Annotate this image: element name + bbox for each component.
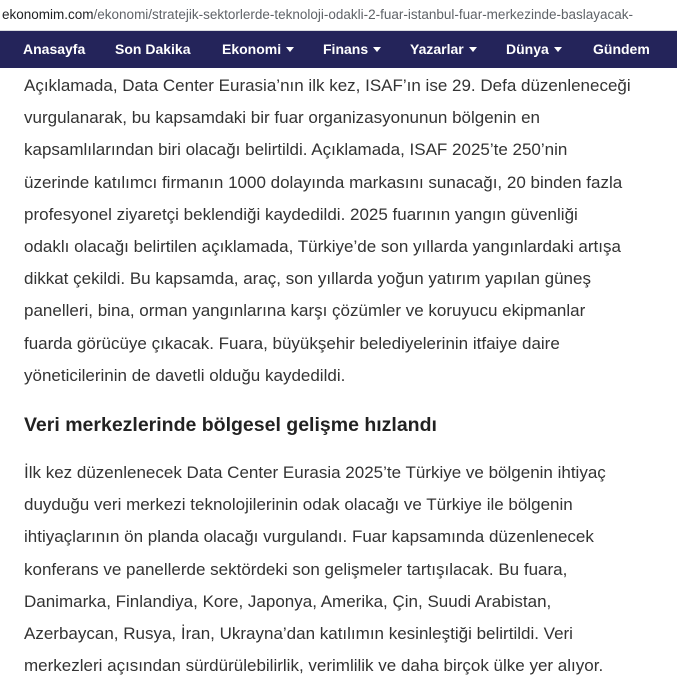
nav-item-ekonomi[interactable] bbox=[222, 31, 294, 68]
paragraph-line: Azerbaycan, Rusya, İran, Ukrayna’dan katılımın kesinleştiği belirtildi. Veri bbox=[24, 624, 573, 644]
paragraph-line: üzerinde katılımcı firmanın 1000 dolayında markasını sunacağı, 20 binden fazla bbox=[24, 172, 623, 192]
nav-item-label: Son Dakika bbox=[115, 41, 191, 57]
nav-item-son-dakika[interactable] bbox=[115, 31, 190, 68]
nav-item-gundem[interactable] bbox=[593, 31, 650, 68]
address-bar[interactable] bbox=[0, 0, 677, 31]
nav-item-label: Finans bbox=[323, 41, 369, 57]
article-body bbox=[24, 70, 677, 682]
paragraph-line: duyduğu veri merkezi teknolojilerinin odak olacağı ve Türkiye ile bölgenin bbox=[24, 495, 573, 515]
article-paragraph bbox=[24, 457, 677, 682]
paragraph-line: vurgulanarak, bu kapsamdaki bir fuar organizasyonunun bölgenin en bbox=[24, 108, 541, 128]
paragraph-line: Açıklamada, Data Center Eurasia’nın ilk kez, ISAF’ın ise 29. Defa düzenleneceği bbox=[24, 76, 631, 95]
nav-item-anasayfa[interactable] bbox=[23, 31, 85, 68]
url-host: ekonomim.com bbox=[2, 7, 94, 22]
section-heading: Veri merkezlerinde bölgesel gelişme hızlandı bbox=[24, 414, 437, 437]
url-path: /ekonomi/stratejik-sektorlerde-teknoloji-odakli-2-fuar-istanbul-fuar-merkezinde-baslayacak- bbox=[93, 7, 633, 22]
nav-item-label: Gündem bbox=[593, 41, 650, 57]
nav-item-label: Anasayfa bbox=[23, 41, 86, 57]
nav-item-yazarlar[interactable] bbox=[410, 31, 477, 68]
paragraph-line: kapsamlılarından biri olacağı belirtildi. Açıklamada, ISAF 2025’te 250’nin bbox=[24, 140, 568, 160]
paragraph-line: yöneticilerinin de davetli olduğu kaydedildi. bbox=[24, 365, 346, 385]
main-navigation bbox=[0, 31, 677, 68]
nav-item-dunya[interactable] bbox=[506, 31, 562, 68]
chevron-down-icon bbox=[286, 47, 294, 52]
chevron-down-icon bbox=[469, 47, 477, 52]
paragraph-line: odaklı olacağı belirtilen açıklamada, Türkiye’de son yıllarda yangınlardaki artışa bbox=[24, 237, 621, 257]
chevron-down-icon bbox=[373, 47, 381, 52]
paragraph-line: Danimarka, Finlandiya, Kore, Japonya, Amerika, Çin, Suudi Arabistan, bbox=[24, 591, 552, 611]
nav-item-finans[interactable] bbox=[323, 31, 381, 68]
paragraph-line: profesyonel ziyaretçi beklendiği kaydedildi. 2025 fuarının yangın güvenliği bbox=[24, 204, 578, 224]
nav-item-label: Ekonomi bbox=[222, 41, 282, 57]
paragraph-line: panelleri, bina, orman yangınlarına karşı çözümler ve koruyucu ekipmanlar bbox=[24, 301, 586, 321]
paragraph-line: merkezleri açısından sürdürülebilirlik, verimlilik ve daha birçok ülke yer alıyor. bbox=[24, 656, 604, 676]
paragraph-line: fuarda görücüye çıkacak. Fuara, büyükşehir belediyelerinin itfaiye daire bbox=[24, 333, 560, 353]
paragraph-line: İlk kez düzenlenecek Data Center Eurasia 2025’te Türkiye ve bölgenin ihtiyaç bbox=[24, 463, 606, 483]
paragraph-line: dikkat çekildi. Bu kapsamda, araç, son yıllarda yoğun yatırım yapılan güneş bbox=[24, 269, 591, 289]
article-paragraph bbox=[24, 70, 677, 392]
paragraph-line: konferans ve panellerde sektördeki son gelişmeler tartışılacak. Bu fuara, bbox=[24, 559, 568, 579]
paragraph-line: ihtiyaçlarının ön planda olacağı vurgulandı. Fuar kapsamında düzenlenecek bbox=[24, 527, 594, 547]
nav-item-label: Yazarlar bbox=[410, 41, 464, 57]
nav-item-label: Dünya bbox=[506, 41, 549, 57]
chevron-down-icon bbox=[554, 47, 562, 52]
